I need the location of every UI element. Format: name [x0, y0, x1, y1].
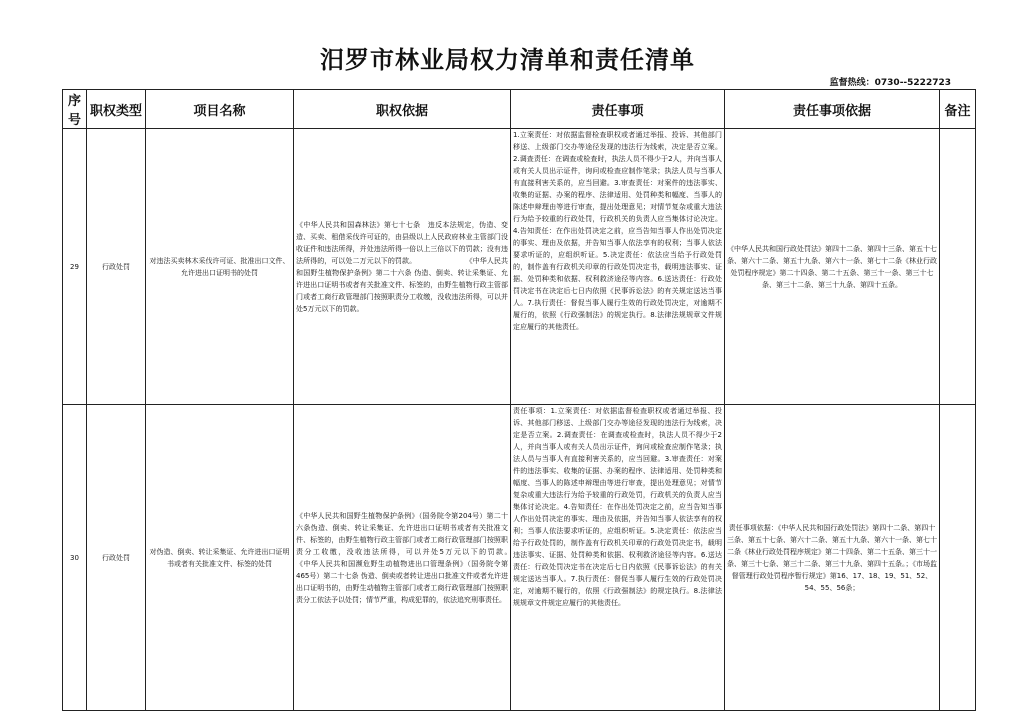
row-basis — [294, 405, 511, 711]
row-basis-text: 《中华人民共和国野生植物保护条例》（国务院令第204号）第二十六条伪造、倒卖、转让采集证、允许进出口证明书或者有关批准文件、标签的，由野生植物行政主管部门或者工商行政管理部门按照职责分工收缴，没收违法所得，可以并处5万元以下的罚款。 《中华人民共和国濒危野生动植物进出口管理条例》（国务院令第465号）第二十七条 伪造、倒卖或者转让进出口批准文件或者允许进出口证明书的，由野生动植物主管部门或者工商行政管理部门按照职责分工依法予以处罚；情节严重，构成犯罪的，依法追究刑事责任。 — [296, 511, 508, 604]
row-duty — [511, 129, 725, 405]
row-type: 行政处罚 — [87, 405, 146, 711]
row-duty-basis — [725, 405, 940, 711]
table-header-row — [63, 90, 976, 129]
row-no: 30 — [63, 405, 87, 711]
header-no: 序号 — [63, 90, 87, 129]
header-duty-basis: 责任事项依据 — [725, 90, 940, 129]
header-basis: 职权依据 — [294, 90, 511, 129]
row-name-text: 对伪造、倒卖、转让采集证、允许进出口证明书或者有关批准文件、标签的处罚 — [149, 547, 290, 568]
row-name — [146, 405, 294, 711]
table-row — [63, 129, 976, 405]
page-title: 汨罗市林业局权力清单和责任清单 — [320, 46, 695, 74]
row-duty-basis — [725, 129, 940, 405]
row-type: 行政处罚 — [87, 129, 146, 405]
row-basis — [294, 129, 511, 405]
row-duty-text: 1.立案责任：对依据监督检查职权或者通过举报、投诉、其他部门移送、上级部门交办等途径发现的违法行为线索，决定是否立案。2.调查责任：在调查或检查时，执法人员不得少于2人，并向当事人或有关人员出示证件，询问或检查应制作笔录；执法人员与当事人有直接利害关系的，应当回避。3.审查责任：对案件的违法事实、收集的证据、办案的程序、法律适用、处罚种类和幅度、当事人的陈述申辩理由等进行审查，提出处理意见；对情节复杂或重大违法行为给予较重的行政处罚，行政机关的负责人应当集体讨论决定。4.告知责任：在作出处罚决定之前，应当告知当事人作出处罚决定的事实、理由及依据，并告知当事人依法享有的权利；当事人依法要求听证的，应组织听证。5.决定责任：依法应当给予行政处罚的，制作盖有行政机关印章的行政处罚决定书，载明违法事实、证据、处罚种类和依据、权利救济途径等内容。6.送达责任：行政处罚决定书在决定后七日内依照《民事诉讼法》的有关规定送达当事人。7.执行责任：督促当事人履行生效的行政处罚决定，对逾期不履行的，依照《行政强制法》的规定执行。8.法律法规规章文件规定应履行的其他责任。 — [513, 131, 722, 331]
row-duty-basis-text: 责任事项依据：《中华人民共和国行政处罚法》第四十二条、第四十三条、第五十七条、第六十二条、第五十九条、第六十一条、第七十二条《林业行政处罚程序规定》第二十四条、第二十五条、第三十一条、第三十七条、第三十二条、第三十九条、第四十五条。；《市场监督管理行政处罚程序暂行规定》第16、17、18、19、51、52、54、55、56条； — [727, 523, 937, 592]
row-basis-text: 《中华人民共和国森林法》第七十七条 违反本法规定，伪造、变造、买卖、租借采伐许可证的，由县级以上人民政府林业主管部门没收证件和违法所得，并处违法所得一倍以上三倍以下的罚款；没有违法所得的，可以处二万元以下的罚款。 《中华人民共和国野生植物保护条例》第二十六条 伪造、倒卖、转让采集证、允许进出口证明书或者有关批准文件、标签的，由野生植物行政主管部门或者工商行政管理部门按照职责分工收缴，没收违法所得，可以并处5万元以下的罚款。 — [296, 220, 508, 313]
row-remark — [940, 129, 976, 405]
row-duty-basis-text: 《中华人民共和国行政处罚法》第四十二条、第四十三条、第五十七条、第六十二条、第五十九条、第六十一条、第七十二条《林业行政处罚程序规定》第二十四条、第二十五条、第三十一条、第三十七条、第三十二条、第三十九条、第四十五条。 — [727, 244, 937, 289]
supervision-hotline: 监督热线：0730--5222723 — [829, 78, 951, 88]
row-name — [146, 129, 294, 405]
header-type: 职权类型 — [87, 90, 146, 129]
responsibility-table — [62, 89, 976, 711]
header-name: 项目名称 — [146, 90, 294, 129]
row-name-text: 对违法买卖林木采伐许可证、批准出口文件、允许进出口证明书的处罚 — [149, 256, 290, 277]
header-duty: 责任事项 — [511, 90, 725, 129]
row-duty-text: 责任事项：1.立案责任：对依据监督检查职权或者通过举报、投诉、其他部门移送、上级部门交办等途径发现的违法行为线索，决定是否立案。2.调查责任：在调查或检查时，执法人员不得少于2人，并向当事人或有关人员出示证件，询问或检查应制作笔录；执法人员与当事人有直接利害关系的，应当回避。3.审查责任：对案件的违法事实、收集的证据、办案的程序、法律适用、处罚种类和幅度、当事人的陈述申辩理由等进行审查，提出处理意见；对情节复杂或重大违法行为给予较重的行政处罚，行政机关的负责人应当集体讨论决定。4.告知责任：在作出处罚决定之前，应当告知当事人作出处罚决定的事实、理由及依据，并告知当事人依法享有的权利；当事人依法要求听证的，应组织听证。5.决定责任：依法应当给予行政处罚的，制作盖有行政机关印章的行政处罚决定书，载明违法事实、证据、处罚种类和依据、权利救济途径等内容。6.送达责任：行政处罚决定书在决定后七日内依照《民事诉讼法》的有关规定送达当事人。7.执行责任：督促当事人履行生效的行政处罚决定，对逾期不履行的，依照《行政强制法》的规定执行。8.法律法规规章文件规定应履行的其他责任。 — [513, 407, 722, 607]
row-duty — [511, 405, 725, 711]
row-no: 29 — [63, 129, 87, 405]
header-remark: 备注 — [940, 90, 976, 129]
table-row — [63, 405, 976, 711]
row-remark — [940, 405, 976, 711]
